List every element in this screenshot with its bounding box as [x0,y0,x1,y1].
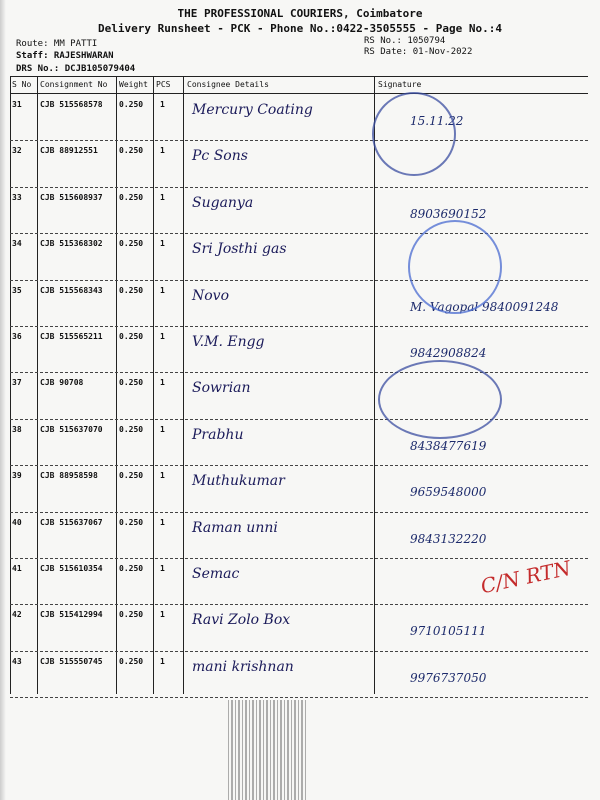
row-consignee-handwritten: V.M. Engg [192,334,265,350]
row-consignee-handwritten: Raman unni [192,519,278,536]
row-pcs: 1 [160,656,165,666]
row-consignee-handwritten: Prabhu [192,426,244,443]
row-sno: 38 [12,424,22,434]
row-pcs: 1 [160,285,165,295]
runsheet-table [10,76,588,694]
company-title: THE PROFESSIONAL COURIERS, Coimbatore [177,7,423,20]
row-consignee-handwritten: Ravi Zolo Box [192,612,291,629]
row-consignee-handwritten: Mercury Coating [192,102,313,118]
row-consignment-no: CJB 88912551 [40,146,98,156]
row-weight: 0.250 [119,378,144,388]
col-divider [10,76,11,694]
row-consignment-no: CJB 515568343 [40,285,103,295]
row-sno: 43 [12,656,22,666]
row-weight: 0.250 [119,656,144,666]
row-separator [10,697,588,698]
row-separator [10,465,588,466]
col-divider [183,76,184,694]
row-consignee-handwritten: Muthukumar [192,473,285,490]
row-separator [10,280,588,281]
row-separator [10,372,588,373]
staff-label: Staff: RAJESHWARAN [16,51,114,61]
row-pcs: 1 [160,517,165,527]
row-consignee-handwritten: Semac [192,566,240,582]
row-weight: 0.250 [119,332,144,341]
row-consignee-handwritten: Pc Sons [192,148,248,165]
row-weight: 0.250 [119,192,144,202]
col-header-consignment: Consignment No [40,80,108,89]
row-consignment-no: CJB 515368302 [40,239,103,249]
row-separator [10,512,588,513]
row-separator [10,326,588,327]
row-weight: 0.250 [119,285,144,295]
col-header-signature: Signature [378,80,422,89]
col-divider [153,76,154,694]
row-sno: 35 [12,285,22,295]
row-separator [10,651,588,652]
row-pcs: 1 [160,424,165,434]
table-top-border [10,76,588,77]
row-consignee-handwritten: Suganya [192,194,254,211]
row-pcs: 1 [160,239,165,249]
row-weight: 0.250 [119,424,144,434]
row-pcs: 1 [160,332,165,341]
row-sno: 39 [12,471,22,481]
row-sno: 37 [12,378,22,388]
row-signature-handwritten: 8903690152 [410,206,487,221]
row-sno: 40 [12,517,22,527]
row-pcs: 1 [160,192,165,202]
row-weight: 0.250 [119,100,144,109]
row-separator [10,419,588,420]
col-header-weight: Weight [119,80,148,89]
row-weight: 0.250 [119,146,144,156]
col-header-sno: S No [12,80,32,89]
row-weight: 0.250 [119,610,144,620]
row-consignment-no: CJB 515565211 [40,332,103,341]
row-sno: 36 [12,332,22,341]
col-header-pcs: PCS [156,80,171,89]
return-annotation: C/N RTN [478,555,573,599]
row-signature-handwritten: 15.11.22 [410,114,464,128]
rs-number: RS No.: 1050794 [364,36,446,46]
row-consignment-no: CJB 515610354 [40,564,103,573]
row-consignee-handwritten: Sri Josthi gas [192,241,287,258]
row-separator [10,604,588,605]
row-signature-handwritten: 9659548000 [410,485,487,500]
row-signature-handwritten: 9976737050 [410,670,487,685]
row-consignment-no: CJB 88958598 [40,471,98,481]
row-sno: 42 [12,610,22,620]
row-sno: 32 [12,146,22,156]
col-header-consignee: Consignee Details [187,80,269,89]
row-consignment-no: CJB 515412994 [40,610,103,620]
row-sno: 33 [12,192,22,202]
drs-number: DRS No.: DCJB105079404 [16,64,136,74]
row-pcs: 1 [160,100,165,109]
row-pcs: 1 [160,610,165,620]
row-consignment-no: CJB 515568578 [40,100,103,109]
row-pcs: 1 [160,564,165,573]
col-divider [37,76,38,694]
col-divider [116,76,117,694]
row-signature-handwritten: 8438477619 [410,438,487,453]
row-separator [10,140,588,141]
row-sno: 31 [12,100,22,109]
row-consignment-no: CJB 515637070 [40,424,103,434]
row-signature-handwritten: 9710105111 [410,624,487,639]
runsheet-title: Delivery Runsheet - PCK - Phone No.:0422-3505555 - Page No.:4 [98,22,502,35]
row-sno: 34 [12,239,22,249]
row-separator [10,233,588,234]
row-consignee-handwritten: Novo [192,287,230,304]
row-weight: 0.250 [119,471,144,481]
row-separator [10,187,588,188]
company-stamp [378,360,502,439]
company-stamp [408,220,502,314]
row-signature-handwritten: M. Vagopal 9840091248 [410,299,559,314]
row-weight: 0.250 [119,239,144,249]
rs-date: RS Date: 01-Nov-2022 [364,47,473,57]
row-pcs: 1 [160,378,165,388]
row-signature-handwritten: 9843132220 [410,531,487,546]
row-pcs: 1 [160,471,165,481]
row-consignee-handwritten: mani krishnan [192,658,294,675]
row-consignment-no: CJB 515608937 [40,192,103,202]
row-weight: 0.250 [119,517,144,527]
row-consignee-handwritten: Sowrian [192,380,251,397]
barcode-image [228,700,308,800]
row-consignment-no: CJB 515550745 [40,656,103,666]
scan-edge [0,0,6,800]
row-pcs: 1 [160,146,165,156]
route-label: Route: MM PATTI [16,39,98,49]
row-weight: 0.250 [119,564,144,573]
row-consignment-no: CJB 515637067 [40,517,103,527]
header-bottom-border [10,93,588,94]
company-stamp [372,92,456,176]
row-consignment-no: CJB 90708 [40,378,84,388]
col-divider [374,76,375,694]
row-signature-handwritten: 9842908824 [410,346,487,360]
row-separator [10,558,588,559]
row-sno: 41 [12,564,22,573]
